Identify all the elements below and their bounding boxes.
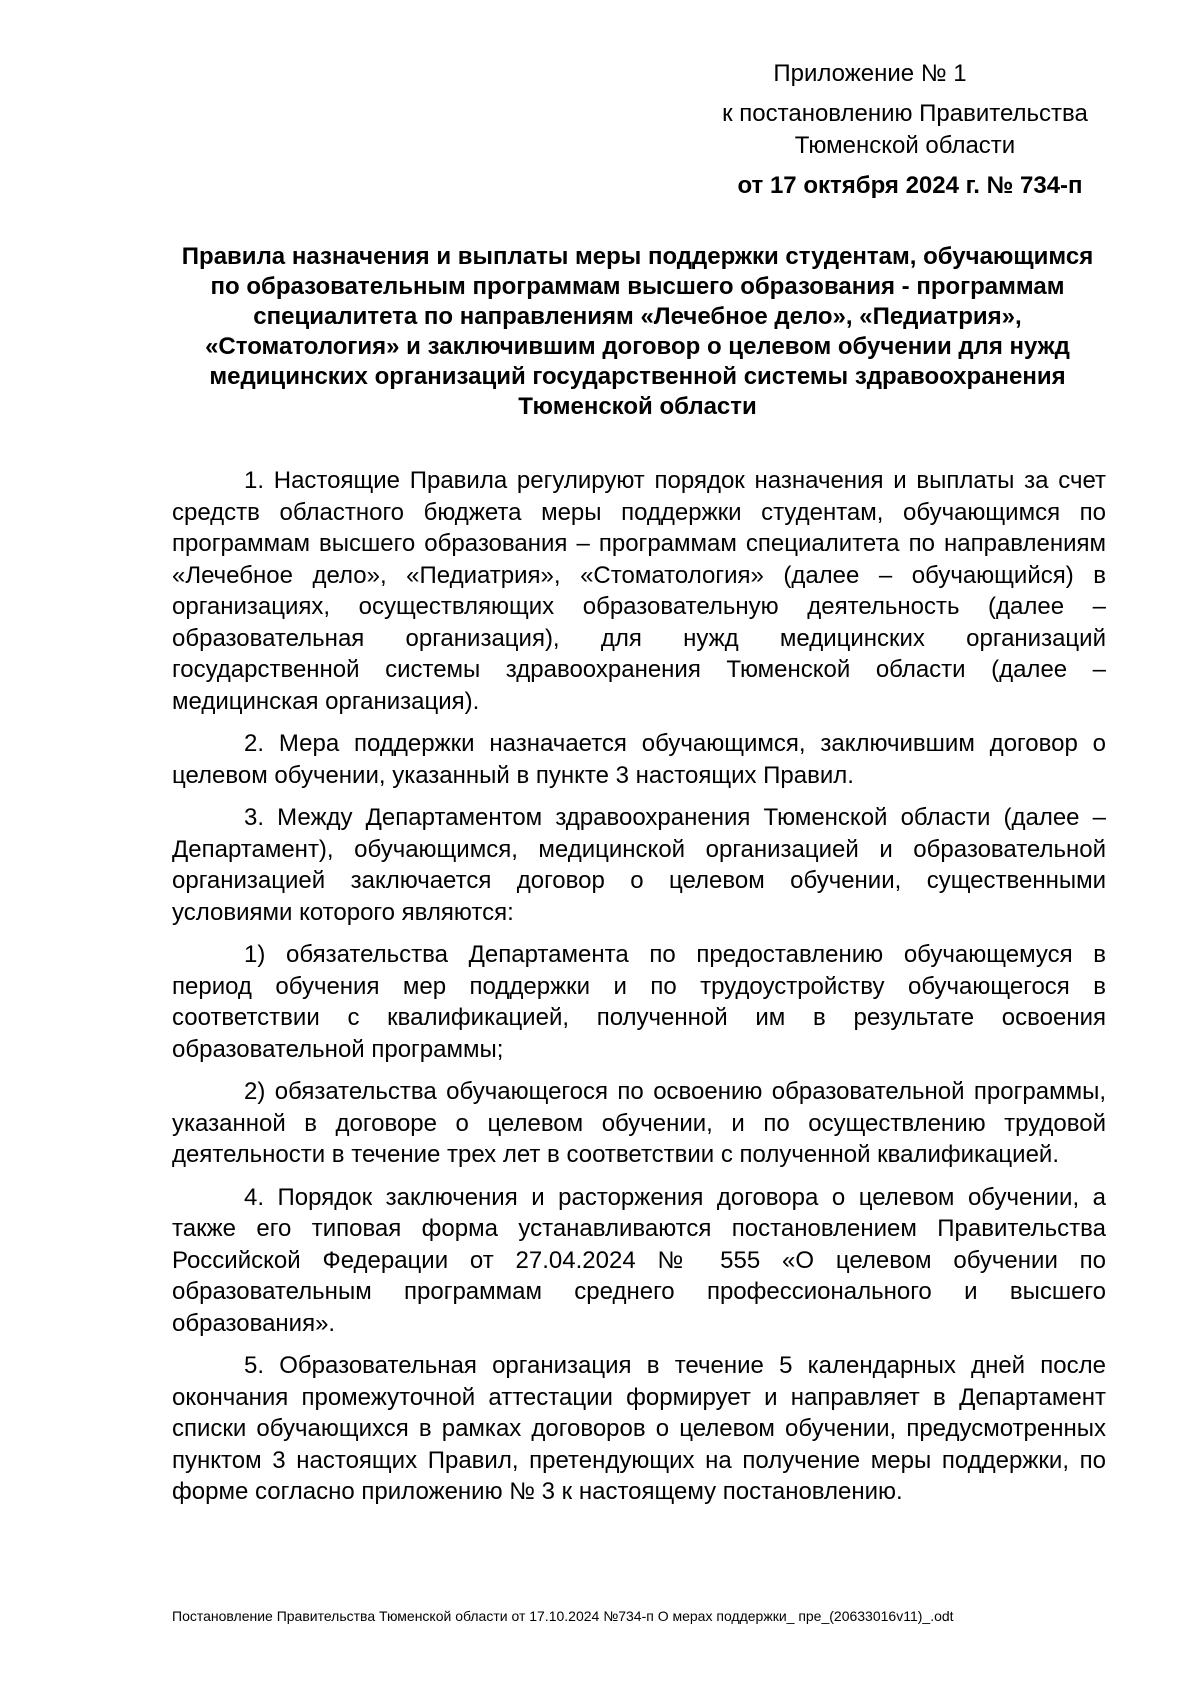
paragraph-1: 1. Настоящие Правила регулируют порядок назначения и выплаты за счет средств областного бюджета меры поддержки студентам, обучающимся по программам высшего образования – программам специалитета по направлениям «Лечебное дело», «Педиатрия», «Стоматология» (далее – обучающийся) в организациях, осуществляющих образовательную деятельность (далее – образовательная организация), для нужд медицинских организаций государственной системы здравоохранения Тюменской области (далее – медицинская организация). xyxy=(172,467,1106,715)
paragraph-2: 2. Мера поддержки назначается обучающимся, заключившим договор о целевом обучении, указанный в пункте 3 настоящих Правил. xyxy=(172,730,1106,789)
paragraph-3-item-1: 1) обязательства Департамента по предоставлению обучающемуся в период обучения мер поддержки и по трудоустройству обучающегося в соответствии с квалификацией, полученной им в результате освоения образовательной программы; xyxy=(172,941,1106,1063)
paragraph-4: 4. Порядок заключения и расторжения договора о целевом обучении, а также его типовая форма устанавливаются постановлением Правительства Российской Федерации от 27.04.2024 № 555 «О целевом обучении по образовательным программам среднего профессионального и высшего образования». xyxy=(172,1183,1106,1337)
paragraph-3-item-2: 2) обязательства обучающегося по освоению образовательной программы, указанной в договоре о целевом обучении, и по осуществлению трудовой деятельности в течение трех лет в соответствии с полученной квалификацией. xyxy=(172,1078,1106,1168)
annex-date-number: от 17 октября 2024 г. № 734-п xyxy=(737,172,1083,199)
paragraph-3: 3. Между Департаментом здравоохранения Тюменской области (далее – Департамент), обучающимся, медицинской организацией и образовательной организацией заключается договор о целевом обучении, существенными условиями которого являются: xyxy=(172,804,1106,926)
annex-reference xyxy=(695,98,1115,162)
document-body xyxy=(172,465,1106,1519)
page-footer: Постановление Правительства Тюменской области от 17.10.2024 №734-п О мерах поддержки_ пре_(20633016v11)_.odt xyxy=(172,1608,954,1624)
annex-reference-line-2: Тюменской области xyxy=(794,132,1016,159)
annex-reference-line-1: к постановлению Правительства xyxy=(722,100,1088,127)
paragraph-5: 5. Образовательная организация в течение 5 календарных дней после окончания промежуточной аттестации формирует и направляет в Департамент списки обучающихся в рамках договоров о целевом обучении, предусмотренных пунктом 3 настоящих Правил, претендующих на получение меры поддержки, по форме согласно приложению № 3 к настоящему постановлению. xyxy=(172,1352,1106,1505)
document-title: Правила назначения и выплаты меры поддержки студентам, обучающимся по образовательным программам высшего образования - программам специалитета по направлениям «Лечебное дело», «Педиатрия», «Стоматология» и заключившим договор о целевом обучении для нужд медицинских организаций государственной системы здравоохранения Тюменской области xyxy=(181,243,1094,420)
annex-title: Приложение № 1 xyxy=(773,60,967,87)
